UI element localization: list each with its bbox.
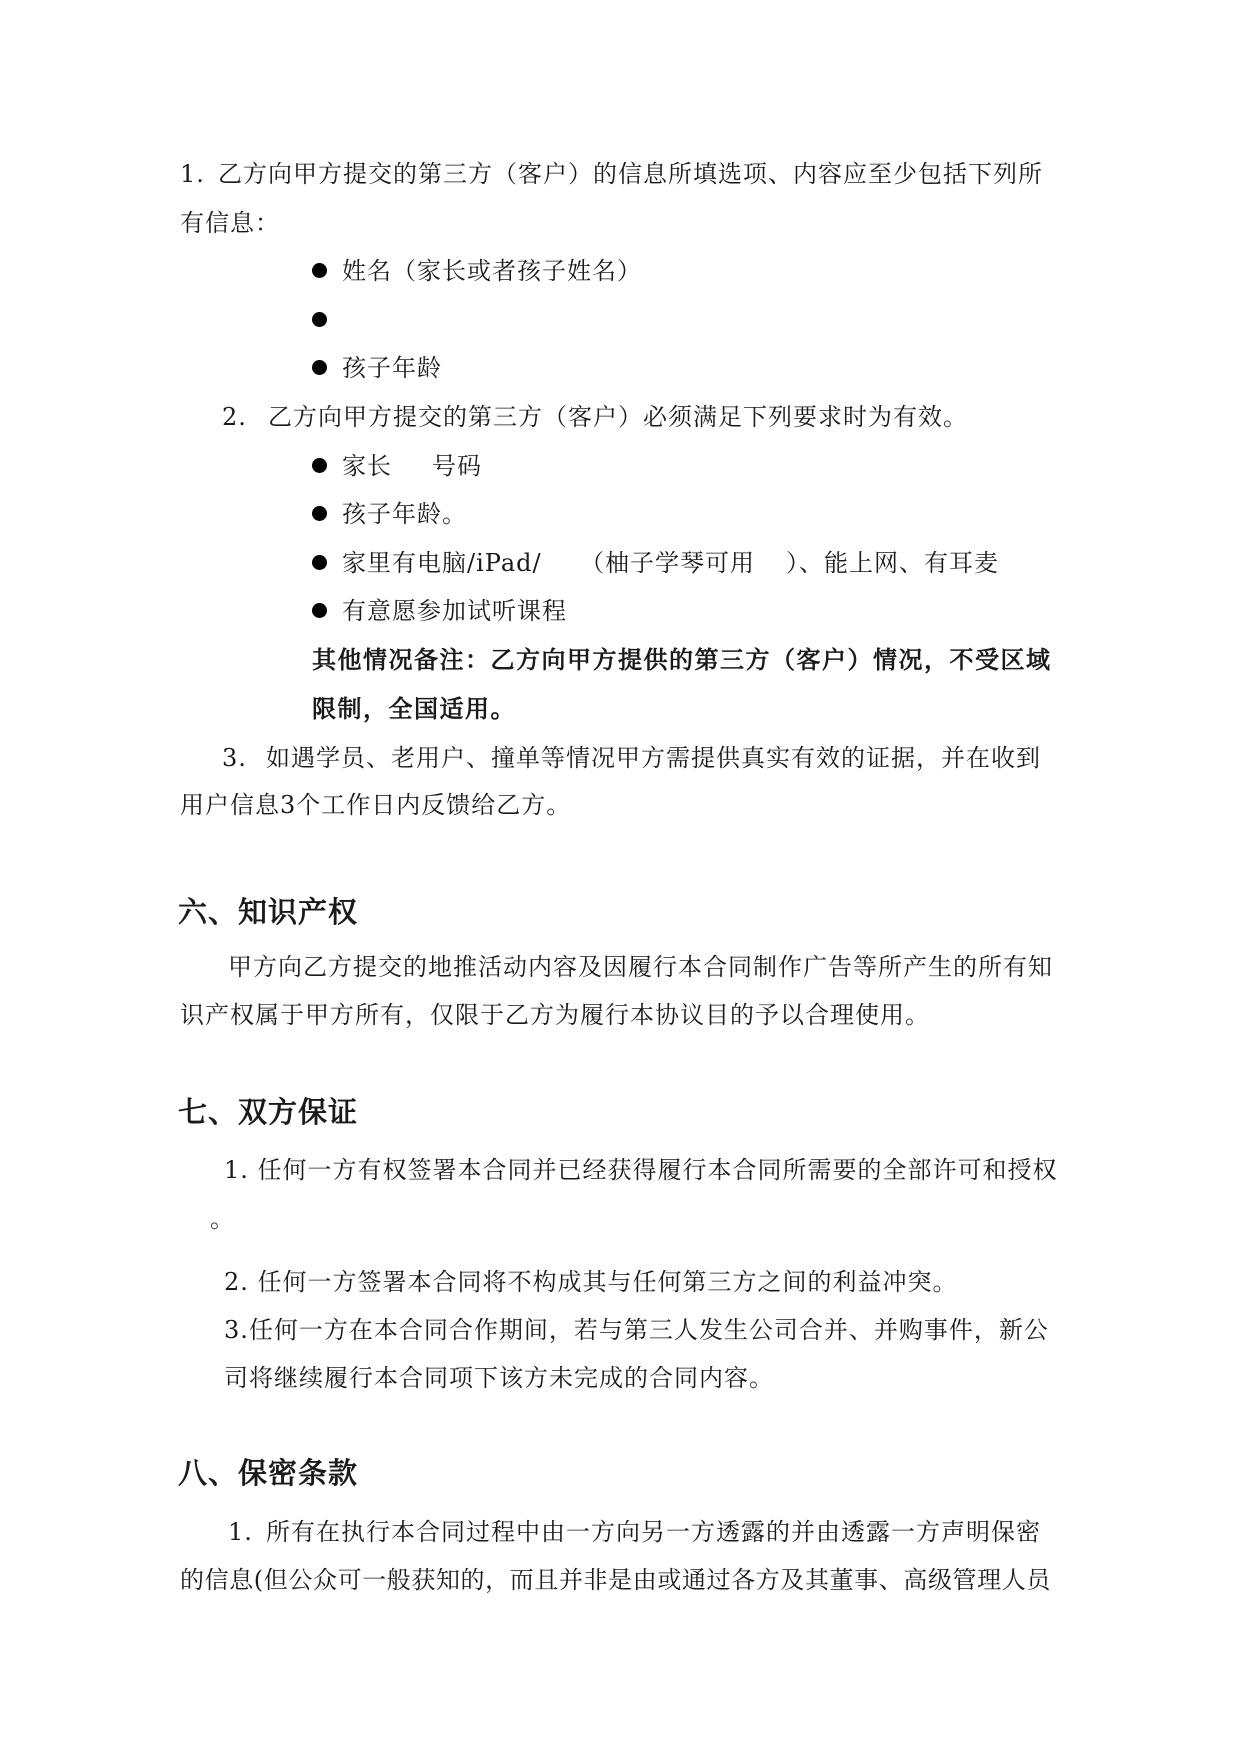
- section-7-item-2: 2. 任何一方签署本合同将不构成其与任何第三方之间的利益冲突。: [224, 1268, 958, 1296]
- bullet-child-age-req: 孩子年龄。: [342, 500, 467, 528]
- section-6-line-2: 识产权属于甲方所有，仅限于乙方为履行本协议目的予以合理使用。: [180, 1001, 930, 1029]
- clause-5-1-line-2: 有信息：: [180, 209, 280, 237]
- section-7-item-1-line-2: 。: [210, 1205, 235, 1233]
- section-8-item-1-line-1: 所有在执行本合同过程中由一方向另一方透露的并由透露一方声明保密: [266, 1518, 1041, 1546]
- bullet-parent-phone-label: 家长: [342, 452, 392, 480]
- section-7-item-3-line-1: 3.任何一方在本合同合作期间，若与第三人发生公司合并、并购事件，新公: [224, 1316, 1049, 1344]
- bullet-icon: [312, 312, 327, 327]
- bullet-device-part1: 家里有电脑/iPad/: [342, 549, 542, 577]
- clause-5-3-number: 3.: [222, 744, 247, 772]
- bullet-icon: [312, 458, 327, 473]
- section-8-item-1-number: 1.: [228, 1518, 253, 1546]
- section-7-item-3-line-2: 司将继续履行本合同项下该方未完成的合同内容。: [224, 1364, 774, 1392]
- clause-5-2-number: 2.: [222, 403, 247, 431]
- bullet-icon: [312, 263, 327, 278]
- bullet-device-part2: （柚子学琴可用: [580, 549, 755, 577]
- bullet-child-age: 孩子年龄: [342, 354, 442, 382]
- note-line-1: 其他情况备注：乙方向甲方提供的第三方（客户）情况，不受区域: [312, 646, 1052, 674]
- clause-5-3-line-2: 用户信息3个工作日内反馈给乙方。: [180, 791, 572, 819]
- bullet-icon: [312, 506, 327, 521]
- section-8-heading: 八、保密条款: [178, 1456, 359, 1490]
- note-line-2: 限制，全国适用。: [312, 695, 516, 723]
- bullet-icon: [312, 555, 327, 570]
- bullet-name: 姓名（家长或者孩子姓名）: [342, 257, 642, 285]
- bullet-icon: [312, 603, 327, 618]
- section-8-item-1-line-2: 的信息(但公众可一般获知的，而且并非是由或通过各方及其董事、高级管理人员: [180, 1566, 1051, 1594]
- section-7-item-1-line-1: 1. 任何一方有权签署本合同并已经获得履行本合同所需要的全部许可和授权: [224, 1156, 1058, 1184]
- section-7-heading: 七、双方保证: [178, 1095, 359, 1129]
- clause-5-2-text: 乙方向甲方提交的第三方（客户）必须满足下列要求时为有效。: [268, 403, 968, 431]
- clause-5-1-number: 1.: [180, 160, 205, 188]
- section-6-line-1: 甲方向乙方提交的地推活动内容及因履行本合同制作广告等所产生的所有知: [228, 953, 1053, 981]
- bullet-trial-lesson: 有意愿参加试听课程: [342, 597, 567, 625]
- clause-5-1-line-1: 乙方向甲方提交的第三方（客户）的信息所填选项、内容应至少包括下列所: [218, 160, 1043, 188]
- section-6-heading: 六、知识产权: [178, 895, 359, 929]
- bullet-device-part3: ）、能上网、有耳麦: [786, 549, 999, 577]
- bullet-parent-phone-suffix: 号码: [432, 452, 482, 480]
- bullet-icon: [312, 360, 327, 375]
- clause-5-3-line-1: 如遇学员、老用户、撞单等情况甲方需提供真实有效的证据，并在收到: [266, 744, 1041, 772]
